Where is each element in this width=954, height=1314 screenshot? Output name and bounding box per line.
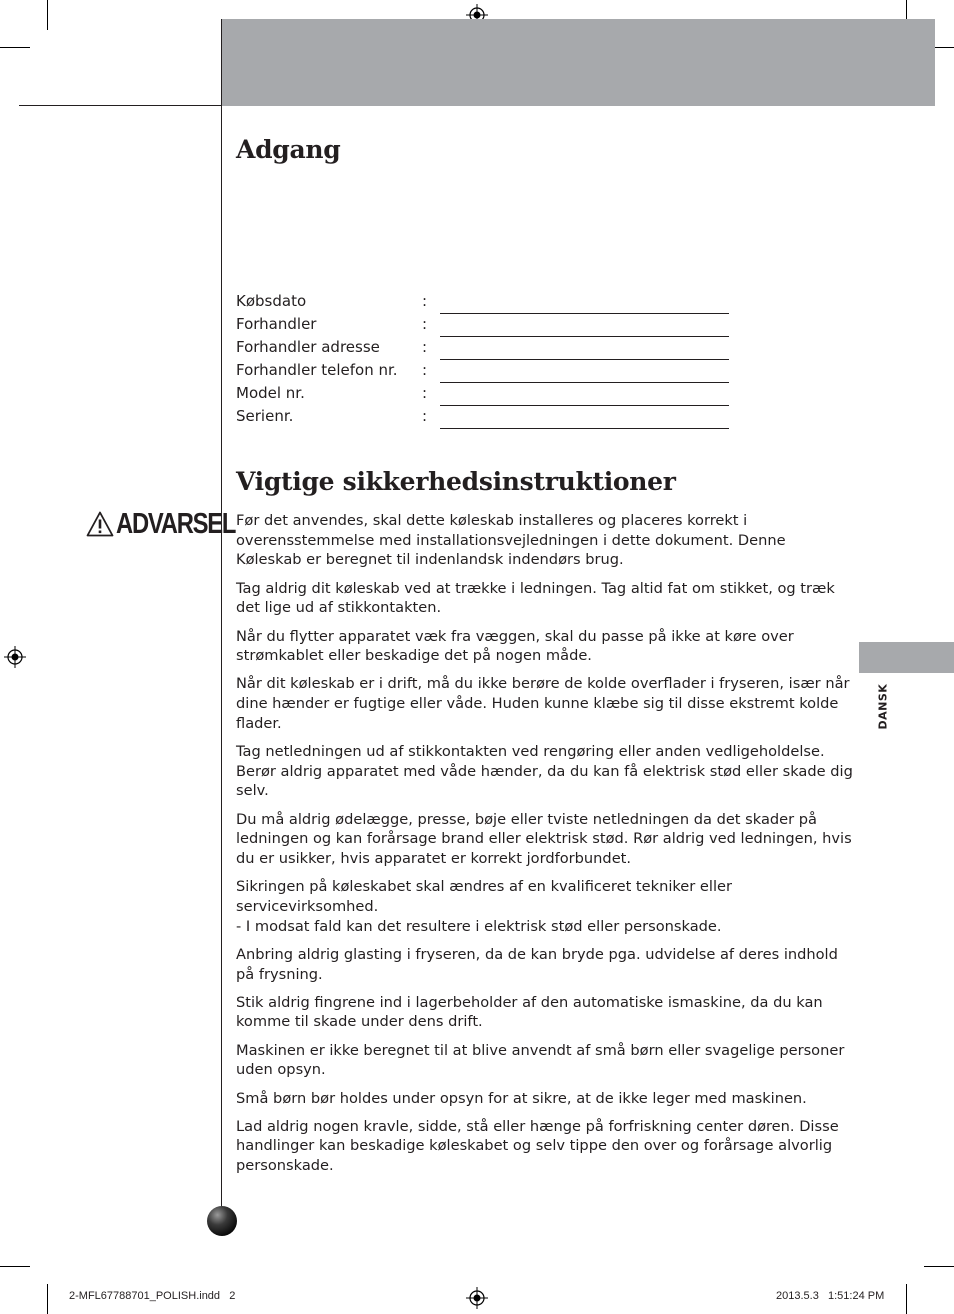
form-row [236, 407, 736, 430]
form-label: Købsdato [236, 292, 307, 310]
form-fill-line [440, 405, 729, 406]
instruction-paragraph: Tag aldrig dit køleskab ved at trække i ledningen. Tag altid fat om stikket, og træk det lige ud af stikkontakten. [236, 579, 835, 617]
form-row [236, 361, 736, 384]
form-row [236, 292, 736, 315]
form-label: Serienr. [236, 407, 294, 425]
instruction-paragraph: Før det anvendes, skal dette køleskab installeres og placeres korrekt i overensstemmelse med installationsvejledningen i dette dokument. Denne Køleskab er beregnet til indenlandsk indendørs brug. [236, 512, 786, 569]
form-label: Forhandler adresse [236, 338, 380, 356]
language-side-tab [859, 642, 954, 673]
form-row [236, 384, 736, 407]
form-fill-line [440, 313, 729, 314]
instruction-paragraph: Anbring aldrig glasting i fryseren, da de kan bryde pga. udvidelse af deres indhold på frysning. [236, 945, 838, 983]
crop-mark [47, 1284, 48, 1314]
registration-mark-icon [4, 646, 26, 668]
crop-mark [924, 1266, 954, 1267]
section-title-safety: Vigtige sikkerhedsinstruktioner [236, 467, 676, 496]
instruction-paragraph: Du må aldrig ødelægge, presse, bøje eller tviste netledningen da det skader på ledningen og kan forårsage brand eller elektrisk stød. Rør aldrig ved ledningen, hvis du er usikker, hvis apparatet er korrekt jordforbundet. [236, 810, 852, 868]
form-colon: : [422, 361, 428, 379]
header-band [222, 19, 935, 106]
form-row [236, 338, 736, 361]
crop-mark [47, 0, 48, 30]
form-row [236, 315, 736, 338]
form-fill-line [440, 359, 729, 360]
form-label: Forhandler telefon nr. [236, 361, 398, 379]
instruction-paragraph: Når du flytter apparatet væk fra væggen, skal du passe på ikke at køre over strømkablet eller beskadige det på nogen måde. [236, 627, 794, 665]
instruction-paragraph: Tag netledningen ud af stikkontakten ved rengøring eller anden vedligeholdelse. Berør aldrig apparatet med våde hænder, da du kan få elektrisk stød eller skade dig selv. [236, 743, 853, 800]
instruction-paragraph: Små børn bør holdes under opsyn for at sikre, at de ikke leger med maskinen. [236, 1089, 807, 1107]
instruction-paragraph: Sikringen på køleskabet skal ændres af en kvalificeret tekniker eller servicevirksomhed. - I modsat fald kan det resultere i elektrisk stød eller personskade. [236, 878, 732, 935]
form-colon: : [422, 338, 428, 356]
language-tab-label: DANSK [876, 683, 890, 730]
form-fill-line [440, 336, 729, 337]
warning-triangle-icon [86, 511, 114, 537]
instruction-paragraph: Maskinen er ikke beregnet til at blive anvendt af små børn eller svagelige personer uden opsyn. [236, 1041, 845, 1079]
instruction-paragraph: Stik aldrig fingrene ind i lagerbeholder af den automatiske ismaskine, da du kan komme til skade under dens drift. [236, 993, 823, 1031]
registration-mark-icon [466, 1287, 488, 1309]
header-rule [19, 105, 222, 106]
crop-mark [0, 1266, 30, 1267]
footer-filename: 2-MFL67788701_POLISH.indd 2 [69, 1290, 236, 1302]
form-colon: : [422, 315, 428, 333]
instruction-paragraph: Når dit køleskab er i drift, må du ikke berøre de kolde overflader i fryseren, især når dine hænder er fugtige eller våde. Huden kunne klæbe sig til disse ekstremt kolde flader. [236, 675, 850, 732]
form-colon: : [422, 384, 428, 402]
safety-instructions [236, 511, 854, 1184]
purchase-info-form [236, 292, 736, 430]
margin-rule [221, 19, 222, 1229]
section-title-access: Adgang [236, 135, 341, 164]
page-marker-dot [207, 1206, 237, 1236]
form-fill-line [440, 428, 729, 429]
form-fill-line [440, 382, 729, 383]
warning-label: ADVARSEL [116, 507, 236, 540]
form-colon: : [422, 407, 428, 425]
form-label: Model nr. [236, 384, 305, 402]
crop-mark [906, 1284, 907, 1314]
form-colon: : [422, 292, 428, 310]
crop-mark [0, 47, 30, 48]
form-label: Forhandler [236, 315, 317, 333]
footer-timestamp: 2013.5.3 1:51:24 PM [776, 1290, 885, 1302]
instruction-paragraph: Lad aldrig nogen kravle, sidde, stå eller hænge på forfriskning center døren. Disse handlinger kan beskadige køleskabet og selv tippe den over og forårsage alvorlig personskade. [236, 1117, 839, 1175]
